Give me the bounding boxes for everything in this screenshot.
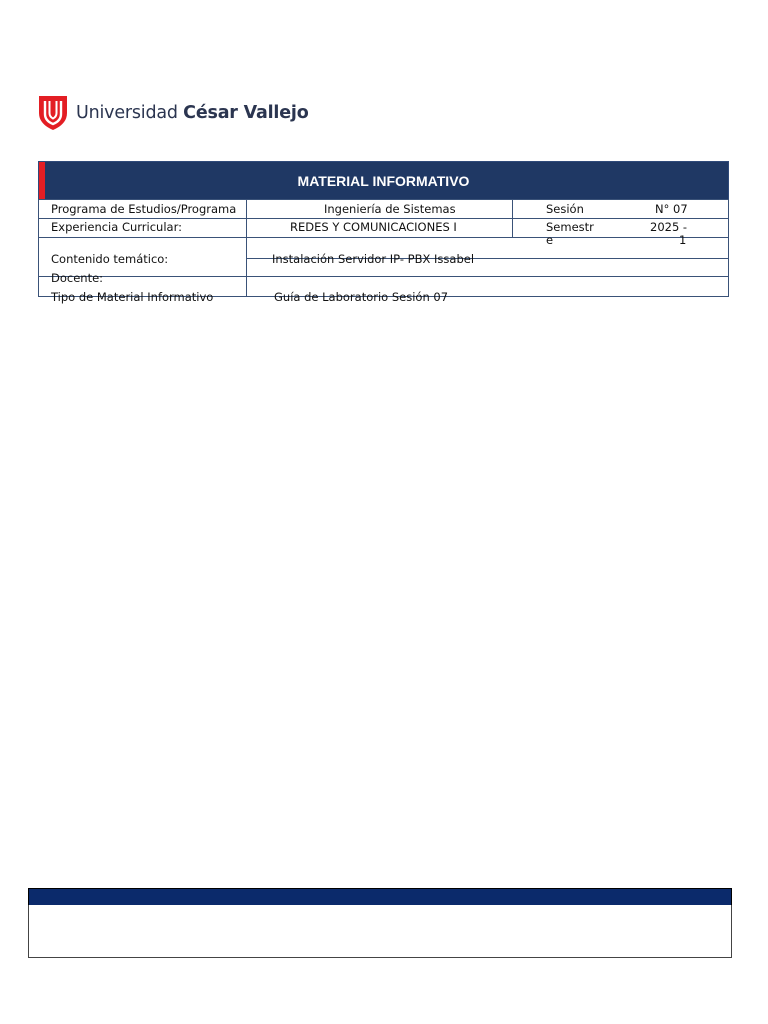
programa-label: Programa de Estudios/Programa (51, 202, 237, 216)
university-name: Universidad César Vallejo (76, 103, 309, 123)
university-logo (38, 95, 309, 131)
footer-box (28, 905, 732, 958)
sesion-label: Sesión (546, 202, 584, 216)
semestre-label-line2: e (546, 233, 554, 247)
sesion-value: N° 07 (655, 202, 688, 216)
programa-value: Ingeniería de Sistemas (324, 202, 456, 216)
contenido-value: Instalación Servidor IP- PBX Issabel (272, 252, 475, 266)
experiencia-value: REDES Y COMUNICACIONES I (290, 220, 457, 234)
docente-label: Docente: (51, 271, 104, 285)
material-header (38, 161, 729, 200)
tipo-label: Tipo de Material Informativo (51, 290, 214, 304)
shield-logo-icon (38, 95, 68, 131)
tipo-value: Guía de Laboratorio Sesión 07 (274, 290, 449, 304)
experiencia-label: Experiencia Curricular: (51, 220, 182, 234)
contenido-label: Contenido temático: (51, 252, 169, 266)
footer-header-bar (28, 888, 732, 906)
semestre-value-line1: 2025 - (650, 220, 688, 234)
semestre-label-line1: Semestr (546, 220, 594, 234)
header-title: MATERIAL INFORMATIVO (297, 172, 470, 189)
semestre-value-line2: 1 (679, 233, 687, 247)
